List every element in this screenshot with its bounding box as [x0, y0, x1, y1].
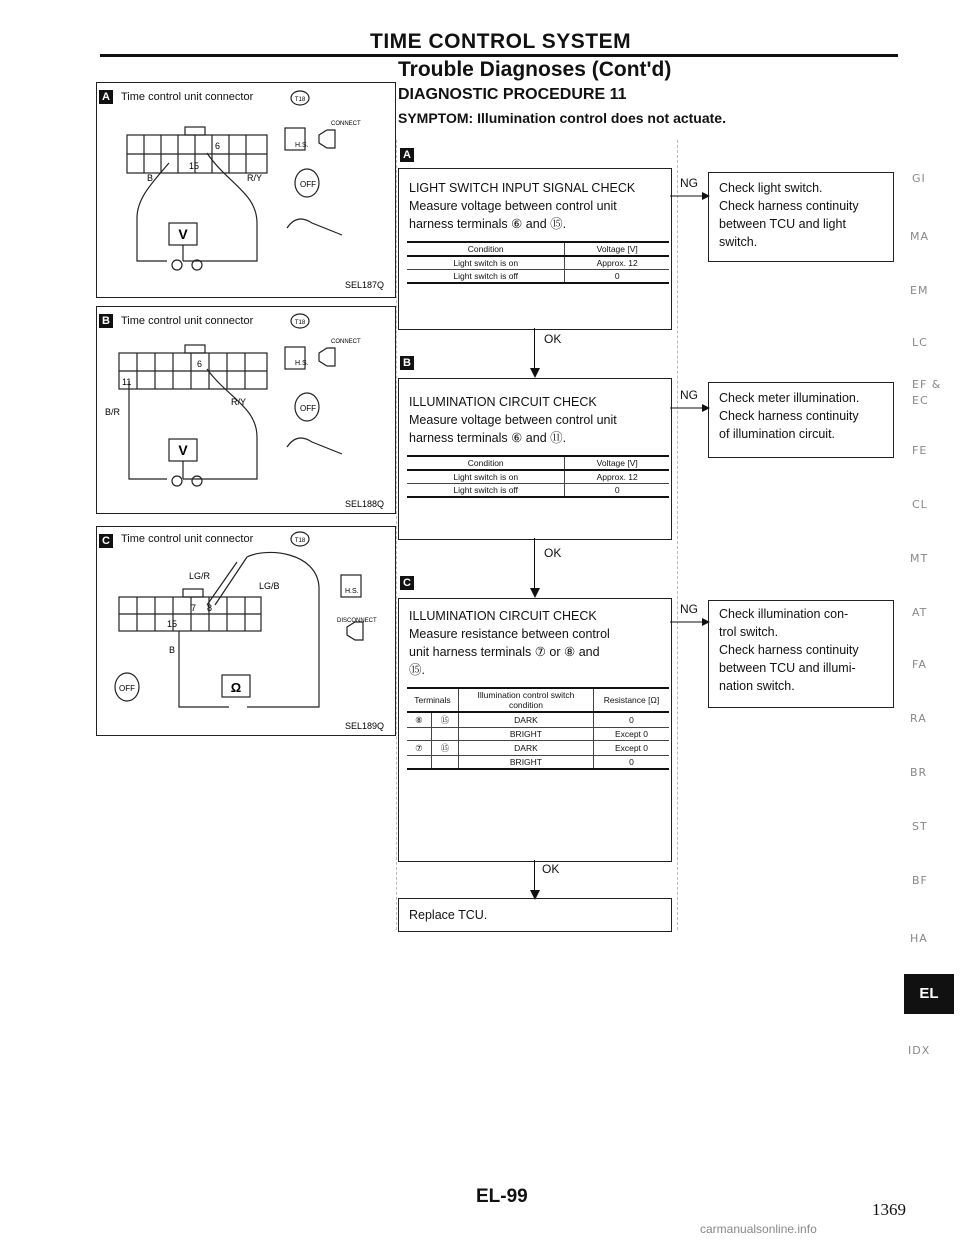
ng-line: trol switch. — [719, 625, 779, 639]
table-cell: ⑦ — [407, 741, 431, 756]
wire-label: R/Y — [247, 173, 263, 183]
pin-label: 15 — [189, 161, 200, 171]
side-index-st: ST — [912, 820, 928, 833]
table-cell: Light switch is on — [407, 256, 565, 270]
wire-label: R/Y — [231, 397, 247, 407]
ng-label: NG — [680, 602, 698, 616]
ng-line: of illumination circuit. — [719, 427, 836, 441]
ng-arrow — [670, 402, 710, 414]
condition-table — [407, 241, 669, 284]
ng-line: Check light switch. — [719, 181, 823, 195]
table-header: Voltage [V] — [565, 456, 669, 470]
ignition-off-icon: OFF — [300, 404, 316, 413]
procedure-title: DIAGNOSTIC PROCEDURE 11 — [398, 86, 627, 103]
side-index-at: AT — [912, 606, 928, 619]
table-cell: Approx. 12 — [565, 256, 669, 270]
ng-line: between TCU and illumi- — [719, 661, 856, 675]
panel-title: Time control unit connector — [121, 91, 254, 103]
table-cell: BRIGHT — [458, 756, 593, 770]
ng-line: Check meter illumination. — [719, 391, 860, 405]
meter-label: V — [178, 442, 188, 458]
diagram-panel-b — [96, 306, 396, 514]
ng-line: Check harness continuity — [719, 643, 859, 657]
table-cell: DARK — [458, 712, 593, 728]
table-cell: 0 — [593, 712, 669, 728]
page-title: TIME CONTROL SYSTEM — [370, 30, 632, 53]
step-line: Measure resistance between control — [409, 627, 610, 641]
resistance-table — [407, 687, 669, 770]
connector-diagram — [97, 307, 395, 513]
table-cell: ⑮ — [431, 741, 458, 756]
hs-icon: H.S. — [295, 360, 309, 367]
table-header: Resistance [Ω] — [593, 688, 669, 712]
step-line: Measure voltage between control unit — [409, 199, 617, 213]
step-box-a — [398, 168, 672, 330]
table-cell: Except 0 — [593, 741, 669, 756]
action-label: CONNECT — [331, 339, 361, 345]
ng-line: nation switch. — [719, 679, 795, 693]
side-index-bf: BF — [912, 874, 928, 887]
step-title: ILLUMINATION CIRCUIT CHECK — [409, 395, 597, 409]
flow-line — [534, 538, 535, 592]
wire-label: B — [147, 173, 154, 183]
step-line: Measure voltage between control unit — [409, 413, 617, 427]
table-cell: BRIGHT — [458, 728, 593, 741]
table-header: Condition — [407, 242, 565, 256]
step-line: harness terminals ⑥ and ⑮. — [409, 217, 567, 231]
table-cell: Approx. 12 — [565, 470, 669, 484]
table-header: Voltage [V] — [565, 242, 669, 256]
table-cell — [431, 728, 458, 741]
figure-code: SEL188Q — [345, 499, 385, 509]
ng-label: NG — [680, 388, 698, 402]
page-number: 1369 — [872, 1200, 906, 1219]
symptom-text: SYMPTOM: Illumination control does not actuate. — [398, 110, 726, 126]
table-cell: 0 — [565, 270, 669, 284]
ignition-off-icon: OFF — [119, 684, 135, 693]
table-cell — [431, 756, 458, 770]
diagram-panel-a — [96, 82, 396, 298]
wire-label: LG/R — [189, 571, 211, 581]
table-cell: ⑧ — [407, 712, 431, 728]
ok-arrow — [530, 368, 540, 378]
connector-diagram — [97, 83, 395, 297]
side-index-fa: FA — [912, 658, 927, 671]
side-index-em: EM — [910, 284, 929, 297]
side-index-lc: LC — [912, 336, 928, 349]
table-cell: Light switch is on — [407, 470, 565, 484]
table-cell: DARK — [458, 741, 593, 756]
action-label: CONNECT — [331, 121, 361, 127]
table-header: Illumination control switch condition — [458, 688, 593, 712]
side-index-ha: HA — [910, 932, 928, 945]
final-box — [398, 898, 672, 932]
step-box-b — [398, 378, 672, 540]
final-action: Replace TCU. — [409, 908, 488, 922]
step-line: unit harness terminals ⑦ or ⑧ and — [409, 645, 600, 659]
pin-label: 11 — [122, 377, 132, 387]
side-index-ra: RA — [910, 712, 927, 725]
header-rule — [100, 54, 898, 57]
pin-label: 7 — [191, 603, 197, 613]
panel-tag: C — [99, 534, 113, 548]
figure-code: SEL187Q — [345, 280, 385, 290]
diagram-panel-c — [96, 526, 396, 736]
panel-title: Time control unit connector — [121, 533, 254, 545]
ng-line: Check illumination con- — [719, 607, 849, 621]
condition-table — [407, 455, 669, 498]
ng-box-a — [708, 172, 894, 262]
connector-number: T18 — [294, 538, 306, 544]
ng-line: Check harness continuity — [719, 409, 859, 423]
ng-label: NG — [680, 176, 698, 190]
table-cell — [407, 728, 431, 741]
wire-label: B/R — [105, 407, 121, 417]
ng-arrow — [670, 190, 710, 202]
table-header: Condition — [407, 456, 565, 470]
action-label: DISCONNECT — [337, 618, 377, 624]
connector-number: T18 — [294, 320, 306, 326]
side-index-ef: EF & — [912, 378, 942, 391]
pin-label: 8 — [207, 603, 213, 613]
side-index-ma: MA — [910, 230, 930, 243]
step-title: ILLUMINATION CIRCUIT CHECK — [409, 609, 597, 623]
ok-label: OK — [542, 862, 560, 876]
meter-label: V — [178, 226, 188, 242]
ok-label: OK — [544, 546, 562, 560]
step-tag: B — [400, 356, 414, 370]
step-line: ⑮. — [409, 663, 425, 677]
hs-icon: H.S. — [345, 588, 359, 595]
table-cell: Light switch is off — [407, 484, 565, 498]
flow-line — [534, 860, 535, 894]
panel-tag: B — [99, 314, 113, 328]
panel-tag: A — [99, 90, 113, 104]
meter-label: Ω — [230, 680, 242, 695]
table-cell: Except 0 — [593, 728, 669, 741]
table-cell: ⑮ — [431, 712, 458, 728]
connector-number: T18 — [294, 97, 306, 103]
wire-label: B — [169, 645, 176, 655]
side-index-idx: IDX — [908, 1044, 931, 1057]
panel-title: Time control unit connector — [121, 315, 254, 327]
watermark: carmanualsonline.info — [700, 1222, 817, 1236]
side-index-gi: GI — [912, 172, 926, 185]
step-line: harness terminals ⑥ and ⑪. — [409, 431, 567, 445]
ng-arrow — [670, 616, 710, 628]
connector-diagram — [97, 527, 395, 735]
wire-label: LG/B — [259, 581, 280, 591]
side-index-ec: EC — [912, 394, 929, 407]
figure-code: SEL189Q — [345, 721, 385, 731]
step-tag: C — [400, 576, 414, 590]
table-cell — [407, 756, 431, 770]
side-index-cl: CL — [912, 498, 928, 511]
ignition-off-icon: OFF — [300, 180, 316, 189]
step-title: LIGHT SWITCH INPUT SIGNAL CHECK — [409, 181, 636, 195]
step-box-c — [398, 598, 672, 862]
side-index-mt: MT — [910, 552, 929, 565]
ng-line: Check harness continuity — [719, 199, 859, 213]
ng-box-c — [708, 600, 894, 708]
table-cell: 0 — [593, 756, 669, 770]
flow-line — [534, 328, 535, 372]
step-tag: A — [400, 148, 414, 162]
table-cell: Light switch is off — [407, 270, 565, 284]
side-index-br: BR — [910, 766, 928, 779]
ok-label: OK — [544, 332, 562, 346]
pin-label: 6 — [197, 359, 203, 369]
ng-line: between TCU and light — [719, 217, 846, 231]
pin-label: 15 — [167, 619, 178, 629]
table-header: Terminals — [407, 688, 458, 712]
side-index-fe: FE — [912, 444, 928, 457]
ok-arrow — [530, 588, 540, 598]
page-code: EL-99 — [476, 1186, 528, 1207]
pin-label: 6 — [215, 141, 221, 151]
hs-icon: H.S. — [295, 142, 309, 149]
ng-box-b — [708, 382, 894, 458]
section-subtitle: Trouble Diagnoses (Cont'd) — [398, 58, 672, 81]
table-cell: 0 — [565, 484, 669, 498]
ng-line: switch. — [719, 235, 758, 249]
side-index-el-active: EL — [904, 974, 954, 1014]
